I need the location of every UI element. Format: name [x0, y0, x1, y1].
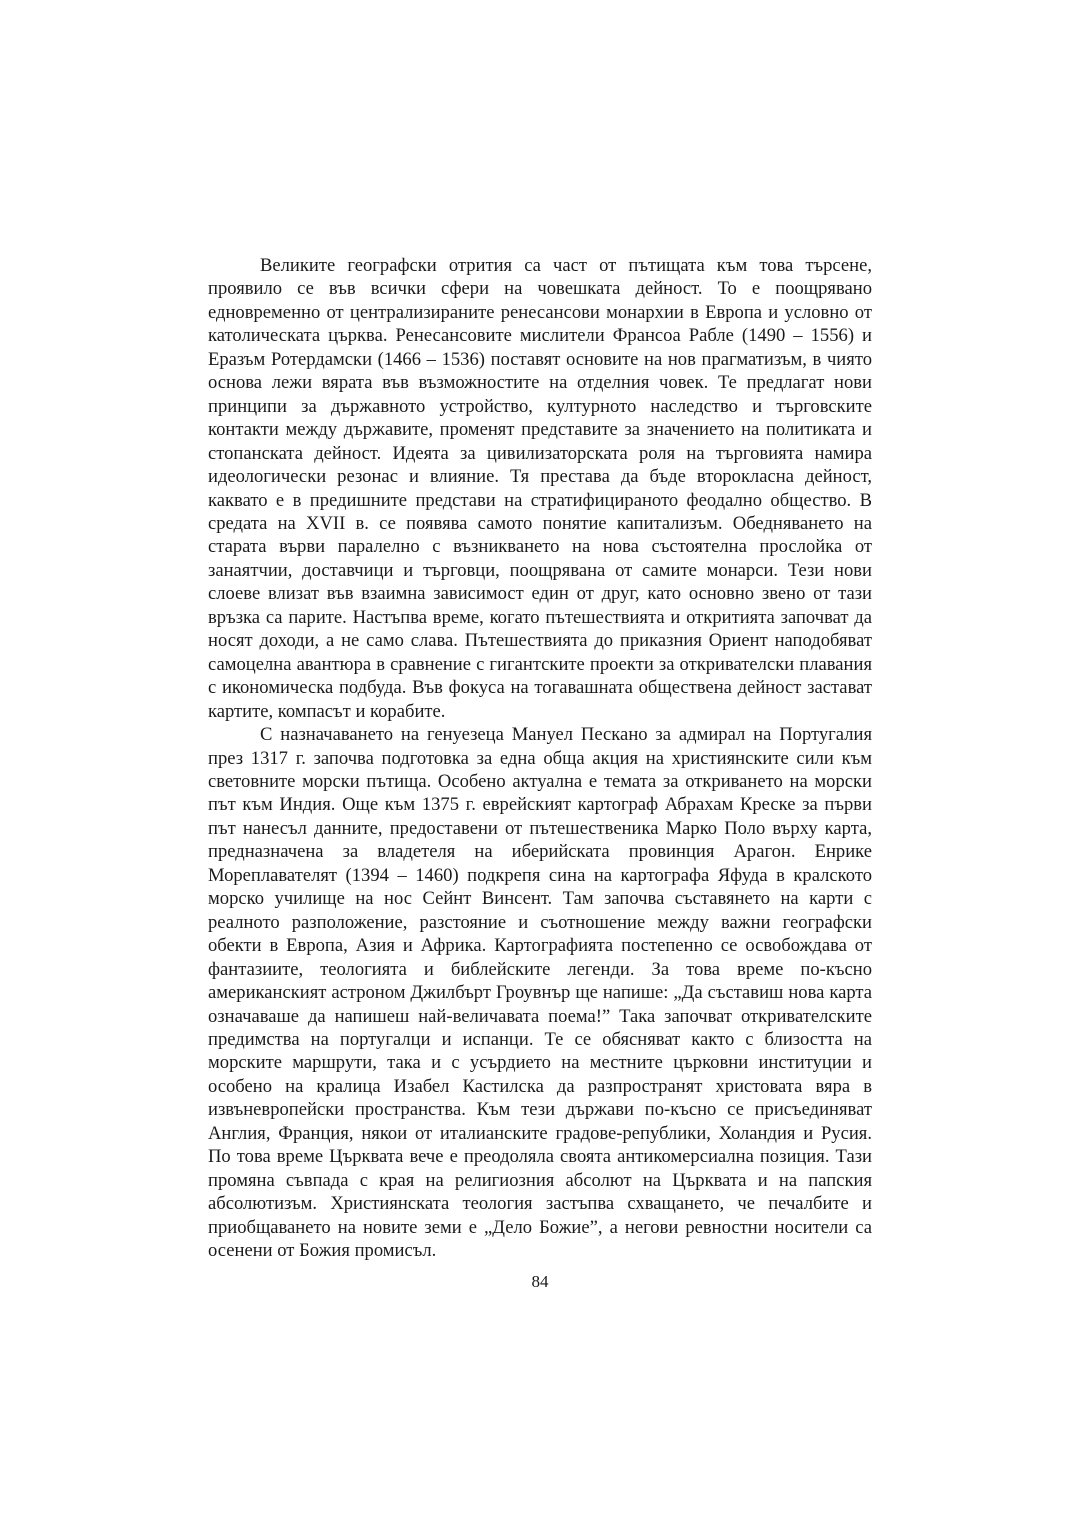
paragraph-2: С назначаването на генуезеца Мануел Пескано за адмирал на Португалия през 1317 г. започва подготовка за една обща акция на християнските сили към световните морски пътища. Особено актуална е темата за откриването на морски път към Индия. Още към 1375 г. еврейският картограф Абрахам Креске за първи път нанесъл данните, предоставени от пътешественика Марко Поло върху карта, предназначена за владетеля на иберийската провинция Арагон. Енрике Мореплавателят (1394 – 1460) подкрепя сина на картографа Яфуда в кралското морско училище на нос Сейнт Винсент. Там започва съставянето на карти с реалното разположение, разстояние и съотношение между важни географски обекти в Европа, Азия и Африка. Картографията постепенно се освобождава от фантазиите, теологията и библейските легенди. За това време по-късно американският астроном Джилбърт Гроувнър ще напише: „Да съставиш нова карта означаваше да напишеш най-величавата поема!” Така започват откривателските предимства на португалци и испанци. Те се обясняват както с близостта на морските маршрути, така и с усърдието на местните църковни институции и особено на кралица Изабел Кастилска да разпространят христовата вяра в извъневропейски пространства. Към тези държави по-късно се присъединяват Англия, Франция, някои от италианските градове-републики, Холандия и Русия. По това време Църквата вече е преодоляла своята антикомерсиална позиция. Тази промяна съвпада с края на религиозния абсолют на Църквата и на папския абсолютизъм. Християнската теология застъпва схващането, че печалбите и приобщаването на новите земи е „Дело Божие”, а негови ревностни носители са осенени от Божия промисъл.	[208, 724, 872, 1262]
body-text	[208, 254, 872, 1262]
page-number: 84	[531, 1272, 549, 1291]
paragraph-1: Великите географски отрития са част от пътищата към това търсене, проявило се във всички сфери на човешката дейност. То е поощрявано едновременно от централизираните ренесансови монархии в Европа и условно от католическата църква. Ренесансовите мислители Франсоа Рабле (1490 – 1556) и Еразъм Ротердамски (1466 – 1536) поставят основите на нов прагматизъм, в чиято основа лежи вярата във възможностите на отделния човек. Те предлагат нови принципи за държавното устройство, културното наследство и търговските контакти между държавите, променят представите за значението на политиката и стопанската дейност. Идеята за цивилизаторската роля на търговията намира идеологически резонас и влияние. Тя престава да бъде второкласна дейност, каквато е в предишните представи на стратифицираното феодално общество. В средата на XVII в. се появява самото понятие капитализъм. Обедняването на старата върви паралелно с възникването на нова състоятелна прослойка от занаятчии, доставчици и търговци, поощрявана от самите монарси. Тези нови слоеве влизат във взаимна зависимост един от друг, като основно звено от тази връзка са парите. Настъпва време, когато пътешествията и откритията започват да носят доходи, а не само слава. Пътешествията до приказния Ориент наподобяват самоцелна авантюра в сравнение с гигантските проекти за откривателски плавания с икономическа подбуда. Във фокуса на тогавашната обществена дейност застават картите, компасът и корабите.	[208, 255, 872, 722]
